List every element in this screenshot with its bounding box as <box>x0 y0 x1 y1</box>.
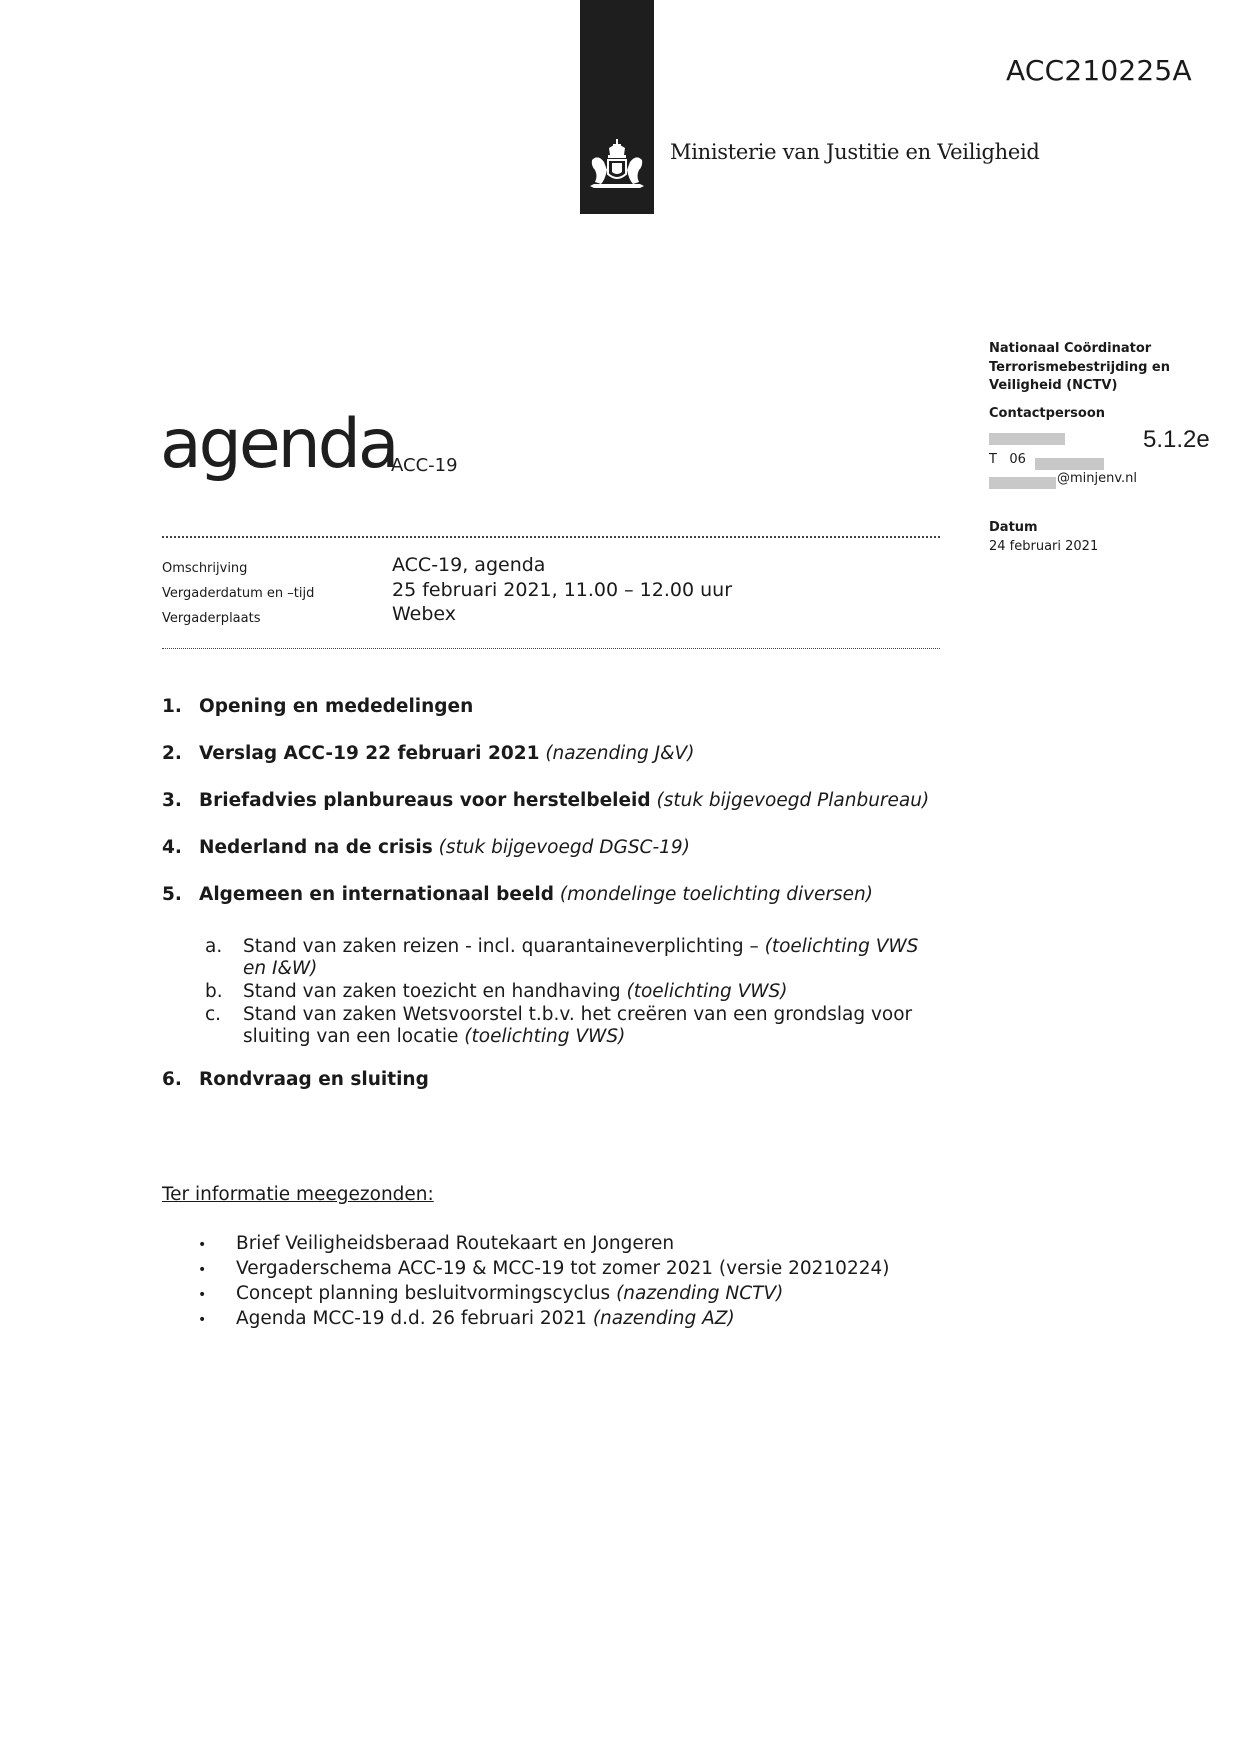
item-title: Algemeen en internationaal beeld <box>199 884 555 905</box>
item-title: Rondvraag en sluiting <box>199 1069 429 1090</box>
sub-item-note: (toelichting VWS) <box>464 1026 626 1047</box>
agenda-sub-item <box>205 1004 945 1048</box>
date-label: Datum <box>989 520 1038 535</box>
bullet-icon: • <box>198 1262 207 1278</box>
meta-value-location: Webex <box>392 603 457 625</box>
meta-value-datetime: 25 februari 2021, 11.00 – 12.00 uur <box>392 579 733 601</box>
info-list-item <box>198 1283 783 1304</box>
divider <box>162 536 940 538</box>
info-item-note: (nazending AZ) <box>592 1308 735 1329</box>
info-item-text: Agenda MCC-19 d.d. 26 februari 2021 <box>236 1308 593 1329</box>
redacted-email-user <box>989 477 1056 489</box>
sub-item-text: Stand van zaken toezicht en handhaving <box>243 981 627 1002</box>
info-list-item <box>198 1258 889 1279</box>
ministry-name: Ministerie van Justitie en Veiligheid <box>670 140 1040 164</box>
item-title: Nederland na de crisis <box>199 837 433 858</box>
meta-value-description: ACC-19, agenda <box>392 554 546 576</box>
sub-item-text: Stand van zaken Wetsvoorstel t.b.v. het creëren van een grondslag voor sluiting van een locatie <box>243 1004 913 1047</box>
date-value: 24 februari 2021 <box>989 539 1099 554</box>
info-item-text: Concept planning besluitvormingscyclus <box>236 1283 617 1304</box>
redacted-name <box>989 433 1065 445</box>
info-heading: Ter informatie meegezonden: <box>162 1184 434 1205</box>
item-note: (stuk bijgevoegd DGSC-19) <box>438 837 690 858</box>
redaction-code: 5.1.2e <box>1143 426 1210 453</box>
organisation-line: Veiligheid (NCTV) <box>989 378 1118 393</box>
item-title: Opening en mededelingen <box>199 696 474 717</box>
contact-label: Contactpersoon <box>989 406 1106 421</box>
sub-item-letter: a. <box>205 936 223 957</box>
divider <box>162 648 940 649</box>
logo-band <box>580 0 654 214</box>
contact-email-domain: @minjenv.nl <box>1057 471 1138 486</box>
item-note: (mondelinge toelichting diversen) <box>559 884 873 905</box>
coat-of-arms-icon <box>586 138 648 200</box>
document-code: ACC210225A <box>1006 54 1192 87</box>
sub-item-note: (toelichting VWS) <box>626 981 788 1002</box>
item-number: 4. <box>162 837 182 858</box>
organisation-name <box>989 340 1170 396</box>
sub-item-letter: b. <box>205 981 223 1002</box>
meta-label-location: Vergaderplaats <box>162 611 261 626</box>
info-list-item <box>198 1308 735 1329</box>
agenda-item <box>162 696 473 717</box>
bullet-icon: • <box>198 1237 207 1253</box>
page-title: agenda <box>160 405 397 484</box>
bullet-icon: • <box>198 1312 207 1328</box>
agenda-sub-item <box>205 936 945 980</box>
item-title: Verslag ACC-19 22 februari 2021 <box>199 743 540 764</box>
agenda-item <box>162 884 873 905</box>
sub-item-letter: c. <box>205 1004 222 1025</box>
item-number: 3. <box>162 790 182 811</box>
agenda-item <box>162 1069 429 1090</box>
redacted-phone <box>1035 458 1104 470</box>
agenda-item <box>162 743 694 764</box>
item-number: 1. <box>162 696 182 717</box>
agenda-item <box>162 790 929 811</box>
info-item-text: Vergaderschema ACC-19 & MCC-19 tot zomer 2021 (versie 20210224) <box>236 1258 890 1279</box>
page-subtitle: ACC-19 <box>391 455 458 476</box>
info-list-item <box>198 1233 674 1254</box>
agenda-item <box>162 837 690 858</box>
sub-item-text: Stand van zaken reizen - incl. quarantaineverplichting – <box>243 936 765 957</box>
bullet-icon: • <box>198 1287 207 1303</box>
info-item-note: (nazending NCTV) <box>616 1283 784 1304</box>
meta-label-description: Omschrijving <box>162 561 248 576</box>
organisation-line: Nationaal Coördinator <box>989 341 1152 356</box>
agenda-sub-item <box>205 981 945 1003</box>
phone-prefix: T 06 <box>989 452 1026 467</box>
item-number: 5. <box>162 884 182 905</box>
meta-label-datetime: Vergaderdatum en –tijd <box>162 586 315 601</box>
item-title: Briefadvies planbureaus voor herstelbeleid <box>199 790 651 811</box>
sub-item-note: (toelichting VWS en I&W) <box>243 936 919 979</box>
contact-phone <box>989 451 1026 470</box>
item-number: 2. <box>162 743 182 764</box>
organisation-line: Terrorismebestrijding en <box>989 359 1170 375</box>
item-note: (nazending J&V) <box>545 743 695 764</box>
item-note: (stuk bijgevoegd Planbureau) <box>656 790 930 811</box>
info-item-text: Brief Veiligheidsberaad Routekaart en Jongeren <box>236 1233 675 1254</box>
item-number: 6. <box>162 1069 182 1090</box>
